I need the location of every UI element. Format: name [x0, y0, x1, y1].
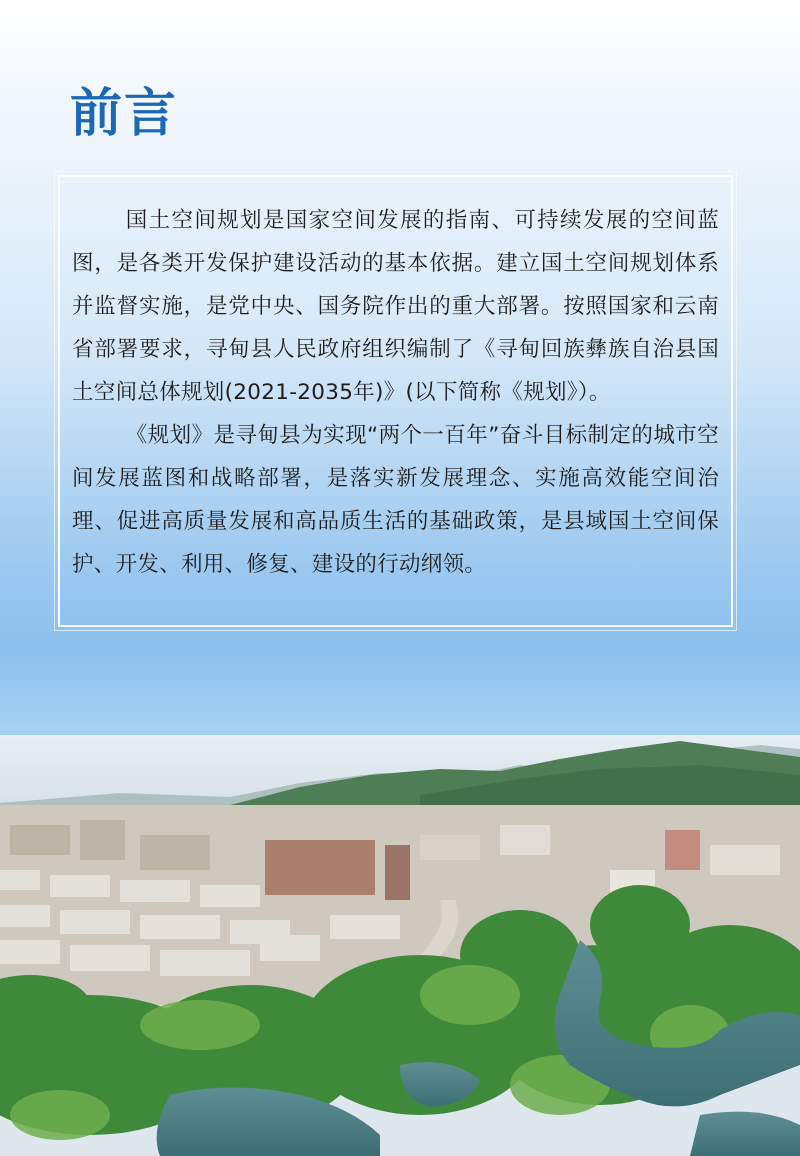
page-title: 前言: [70, 84, 179, 144]
intro-paragraph-1: 国土空间规划是国家空间发展的指南、可持续发展的空间蓝图，是各类开发保护建设活动的基本依据。建立国土空间规划体系并监督实施，是党中央、国务院作出的重大部署。按照国家和云南省部署要求，寻甸县人民政府组织编制了《寻甸回族彝族自治县国土空间总体规划(2021-2035年)》(以下简称《规划》）。: [72, 208, 719, 405]
intro-text-box: [58, 175, 733, 627]
aerial-city-photo: [0, 735, 800, 1156]
intro-paragraph-2: 《规划》是寻甸县为实现“两个一百年”奋斗目标制定的城市空间发展蓝图和战略部署，是落实新发展理念、实施高效能空间治理、促进高质量发展和高品质生活的基础政策，是县域国土空间保护、开发、利用、修复、建设的行动纲领。: [72, 423, 719, 577]
aerial-city-illustration: [0, 735, 800, 1156]
